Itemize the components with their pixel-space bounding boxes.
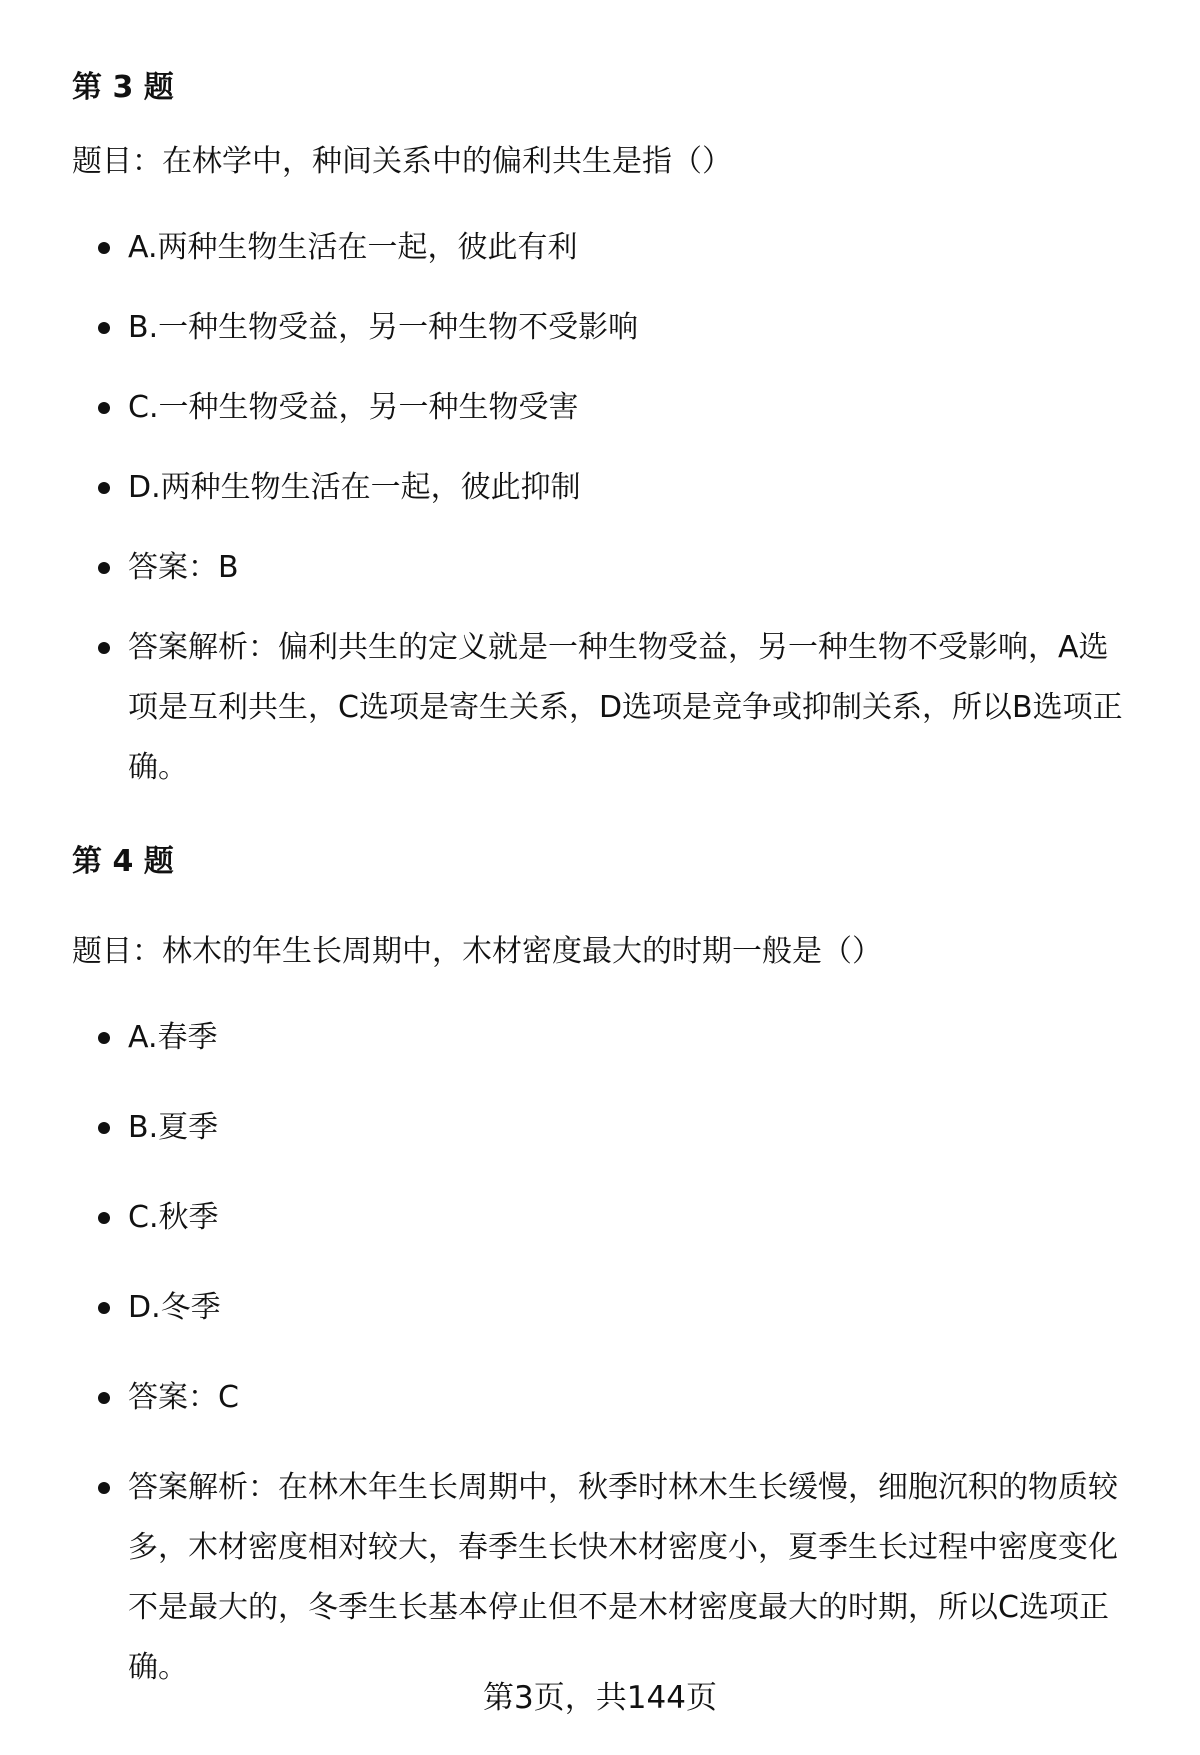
analysis-item [128, 618, 1138, 798]
question-stem: 题目：在林学中，种间关系中的偏利共生是指（） [72, 144, 732, 179]
option-c [128, 378, 1138, 438]
option-text: C.秋季 [128, 1200, 219, 1235]
answer-text: 答案：C [128, 1380, 239, 1415]
bullet-icon [98, 1392, 110, 1404]
option-c [128, 1188, 1138, 1248]
bullet-icon [98, 1302, 110, 1314]
bullet-icon [98, 482, 110, 494]
option-text: A.春季 [128, 1020, 218, 1055]
question-heading: 第 3 题 [72, 70, 174, 105]
option-a [128, 1008, 1138, 1068]
answer-item [128, 538, 1138, 598]
option-text: B.一种生物受益，另一种生物不受影响 [128, 310, 639, 345]
option-d [128, 458, 1138, 518]
option-text: A.两种生物生活在一起，彼此有利 [128, 230, 578, 265]
bullet-icon [98, 322, 110, 334]
option-b [128, 1098, 1138, 1158]
bullet-icon [98, 402, 110, 414]
option-text: D.冬季 [128, 1290, 221, 1325]
bullet-icon [98, 642, 110, 654]
bullet-icon [98, 562, 110, 574]
page-number: 第3页，共144页 [483, 1680, 717, 1716]
bullet-icon [98, 1212, 110, 1224]
question-stem: 题目：林木的年生长周期中，木材密度最大的时期一般是（） [72, 934, 882, 969]
option-d [128, 1278, 1138, 1338]
option-text: B.夏季 [128, 1110, 219, 1145]
bullet-icon [98, 1482, 110, 1494]
question-heading: 第 4 题 [72, 844, 174, 879]
option-text: C.一种生物受益，另一种生物受害 [128, 390, 579, 425]
option-b [128, 298, 1138, 358]
analysis-item [128, 1458, 1138, 1698]
answer-text: 答案：B [128, 550, 239, 585]
bullet-icon [98, 242, 110, 254]
bullet-icon [98, 1032, 110, 1044]
option-a [128, 218, 1138, 278]
bullet-icon [98, 1122, 110, 1134]
analysis-text: 答案解析：偏利共生的定义就是一种生物受益，另一种生物不受影响，A选项是互利共生，C选项是寄生关系，D选项是竞争或抑制关系，所以B选项正确。 [128, 630, 1123, 785]
analysis-text: 答案解析：在林木年生长周期中，秋季时林木生长缓慢，细胞沉积的物质较多，木材密度相对较大，春季生长快木材密度小，夏季生长过程中密度变化不是最大的，冬季生长基本停止但不是木材密度最大的时期，所以C选项正确。 [128, 1470, 1118, 1685]
answer-item [128, 1368, 1138, 1428]
option-text: D.两种生物生活在一起，彼此抑制 [128, 470, 581, 505]
